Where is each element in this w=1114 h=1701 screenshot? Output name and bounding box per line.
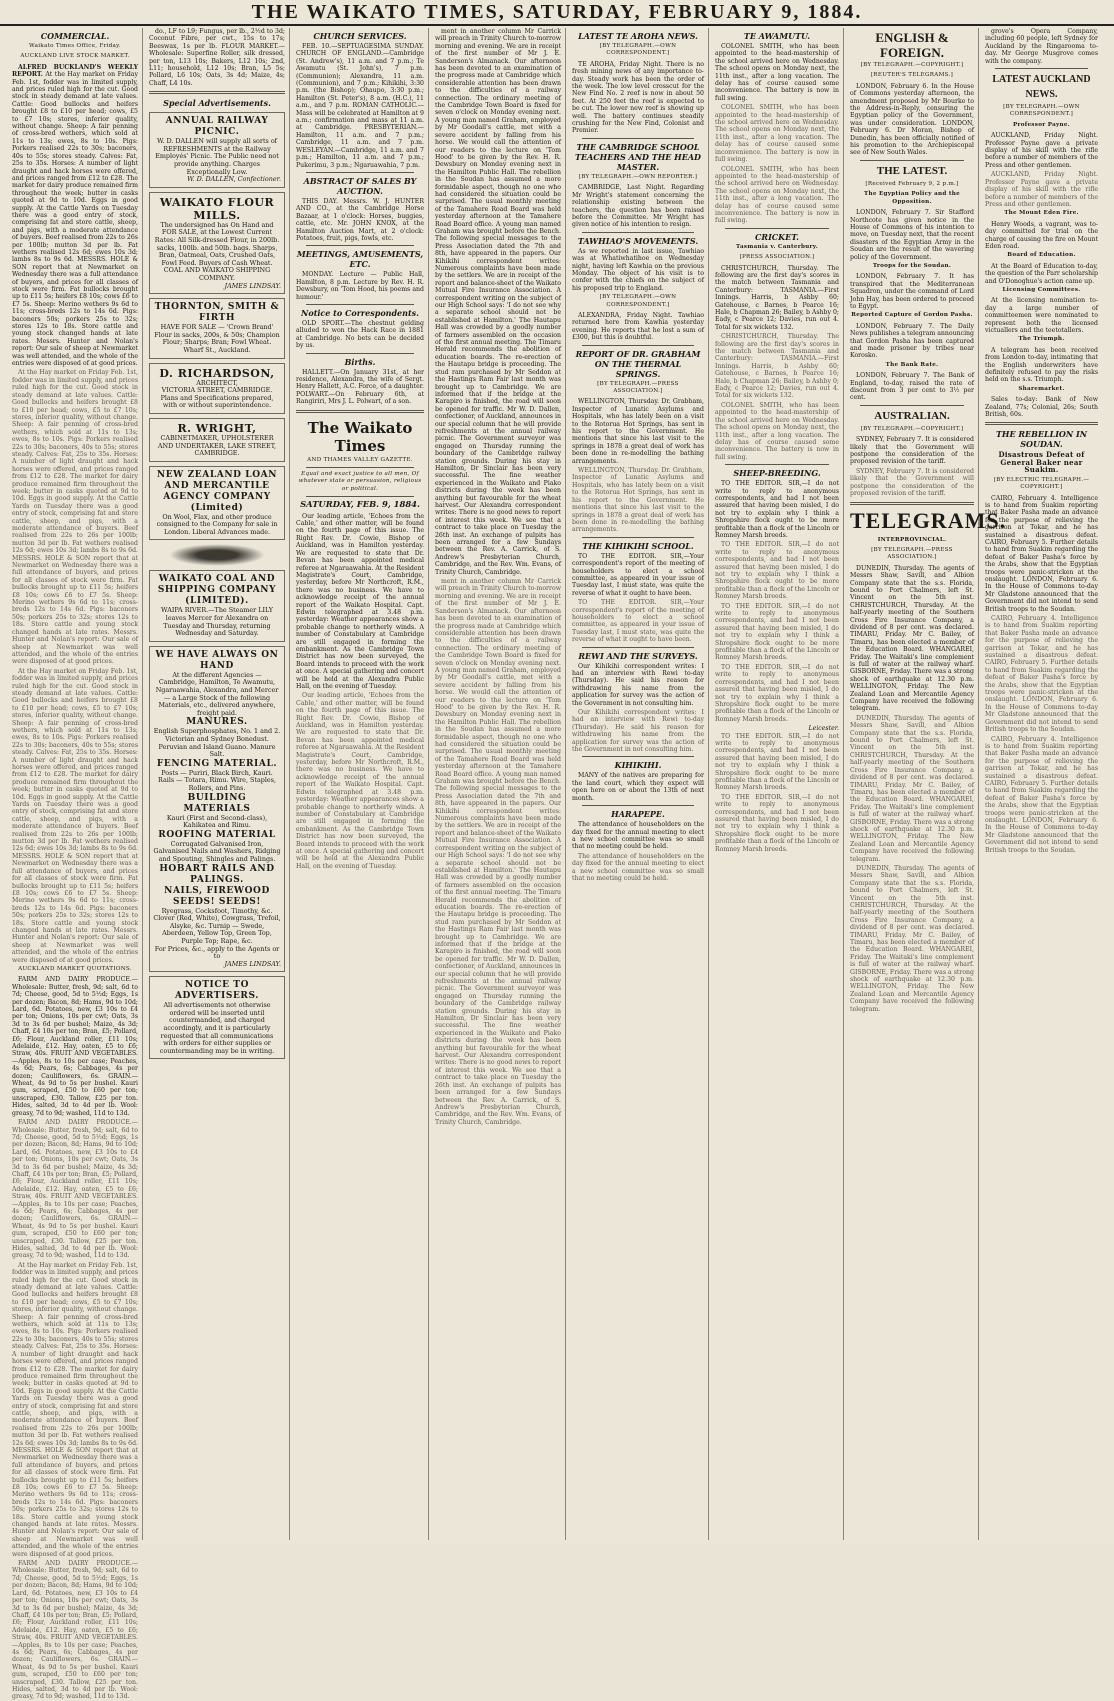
section-subheading: [BY TELEGRAPH.—OWN CORRESPONDENT.] [1003, 104, 1080, 118]
article-text: At the Hay market on Friday Feb. 1st, fodder was in limited supply, and prices ruled high for the cut. Good stock in steady demand at late values. Cattle: Good bullocks and heifers brought £8 to £10 per head; cows, £5 to £7 10s; stores, inferior quality, without change. Sheep: A fair penning of cross-bred wethers, which sold at 11s to 13s; ewes, 8s to 10s. Pigs: Porkers realised 22s to 30s; baconers, 40s to 55s; stores steady. Calves: Fat, 25s to 35s. Horses: A number of light draught and hack horses were offered, and prices ranged from £12 to £28. The market for dairy produce remained firm throughout the week; butter in casks quoted at 9d to 10d. Eggs in good supply. At the Cattle Yards on Tuesday there was a good entry of stock, comprising fat and store cattle, sheep, and pigs, with a moderate attendance of buyers. Beef realised from 22s to 26s per 100lb; mutton 3d per lb. Fat wethers realised 12s 6d; ewes 10s 3d; lambs 8s to 9s 6d. MESSRS. HOLE & SON report that at Newmarket on Wednesday there was a full attendance of buyers, and prices for all classes of stock were firm. Fat bullocks brought up to £11 5s; heifers £8 10s; cows £6 to £7 5s. Sheep: Merino wethers 9s 6d to 11s; cross-breds 12s to 14s 6d. Pigs: baconers 50s; porkers 25s to 32s; stores 12s to 18s. Store cattle and young stock changed hands at late rates. Messrs. Hunter and Nolan's report: Our sale of sheep at Newmarket was well attended, and the whole of the entries were disposed of at good prices. [12, 71, 138, 368]
section-heading: LATEST AUCKLAND NEWS. [992, 74, 1091, 101]
article-text: COLONEL SMITH, who has been appointed to the head-mastership of the school arrived here on Wednesday. The school opens on Monday next, the 11th inst., after a long vacation. The delay has of course caused some inconvenience. The battery is now in full swing. [715, 43, 839, 102]
article-text: WELLINGTON, Thursday. Dr. Grabham, Inspector of Lunatic Asylums and Hospitals, who has lately been on a visit to the Rotorua Hot Springs, has sent in his report to the Government. He mentions that since his last visit to the springs in 1878 a great deal of work has been done in re-modelling the bathing arrangements. [572, 398, 704, 465]
article-text: The attendance of householders on the day fixed for the annual meeting to elect a new school committee was so small that no meeting could be held. [572, 852, 704, 882]
section-subheading: AUCKLAND LIVE STOCK MARKET. [20, 53, 130, 60]
column-telegrams-local [568, 28, 709, 1540]
section-heading: SHEEP-BREEDING. [733, 468, 821, 479]
section-heading: HARAPEPE. [611, 809, 665, 820]
divider [860, 405, 964, 406]
divider [725, 464, 829, 465]
ad-subtitle: ARCHITECT, [196, 378, 238, 387]
section-subheading: [BY TELEGRAPH.—OWN REPORTER.] [578, 173, 698, 180]
section-heading: REWI AND THE SURVEYS. [578, 650, 698, 661]
advertisement [149, 646, 285, 972]
divider [850, 502, 974, 505]
article-text: The attendance of householders on the day fixed for the annual meeting to elect a new school committee was so small that no meeting could be held. [572, 821, 704, 851]
article-text: Our leading article, 'Echoes from the Cable,' and other matter, will be found on the fourth page of this issue. The Right Rev. Dr. Cowie, Bishop of Auckland, was in Hamilton yesterday. We are requested to state that Dr. Bevan has been appointed medical referee at Ngaruawahia. At the Resident Magistrate's Court, Cambridge, yesterday, before Mr Northcroft, R.M., there was no business. We have to acknowledge receipt of the annual report of the Waikato Hospital. Capt. Edwin telegraphed at 3.48 p.m. yesterday: Weather appearances show a probable change to northerly winds. A number of Constabulary at Cambridge are still engaged in forming the embankment. As the Cambridge Town District has now been surveyed, the Board intends to proceed with the work at once. A special gathering and concert will be held at the Alexandra Public Hall, on the evening of Tuesday. [296, 512, 424, 690]
divider [582, 537, 694, 538]
divider [582, 647, 694, 648]
article-text: LONDON, February 6. In the House of Commons yesterday afternoon, the amendment proposed by Mr Bourke to the Address-in-Reply, censuring the Egyptian policy of the Government, was under consideration. LONDON, February 6. Dr Moran, Bishop of Dunedin, has been officially notified of his promotion to the Archiepiscopal see of New South Wales. [850, 82, 974, 157]
column-te-awamutu [711, 28, 844, 1540]
article-text: At the Board of Education to-day, the question of the Parr scholarship and O'Donoghue's action came up. [985, 262, 1098, 285]
article-text: DUNEDIN, Thursday. The agents of Messrs Shaw, Savill, and Albion Company state that the s.s. Florida, bound to Port Chalmers, left St. Vincent on the 5th inst. CHRISTCHURCH, Thursday. At the half-yearly meeting of the Southern Cross Fire Insurance Company, a dividend of 8 per cent. was declared. TIMARU, Friday. Mr C. Bailey, of Timaru, has been elected a member of the Education Board. WHANGAREI, Friday. The Waitaki's line complement is full of water at the railway wharf. GISBORNE, Friday. There was a strong shock of earthquake at 12.30 p.m. WELLINGTON, Friday. The New Zealand Loan and Mercantile Agency Company have received the following telegram. [850, 564, 974, 713]
section-heading: THE KIHIKIHI SCHOOL. [582, 540, 694, 551]
article-text: COLONEL SMITH, who has been appointed to the head-mastership of the school arrived here on Wednesday. The school opens on Monday next, the 11th inst., after a long vacation. The delay has of course caused some inconvenience. The battery is now in full swing. [715, 165, 839, 225]
section-subheading: [BY TELEGRAPH.—OWN CORRESPONDENT.] [599, 294, 677, 308]
advertisement [149, 298, 285, 358]
advertisement [149, 466, 285, 541]
article-text: MONDAY. Lecture — Public Hall, Hamilton, 8 p.m. Lecture by Rev. H. R. Dewsbury, on 'Tom Hood, his poems and humour.' [296, 271, 424, 301]
article-text: As we reported in last issue, Tawhiao was at Whatiwhatihoe on Wednesday night, having left Kawhia on the previous Monday. The object of his visit is to confer with the chiefs on the subject of his proposed trip to England. [572, 247, 704, 292]
ad-title: THORNTON, SMITH & FIRTH [154, 302, 280, 324]
article-text: TO THE EDITOR. SIR,—I do not write to reply to anonymous correspondents, and had I not been assured that having been misled, I do not try to explain why I think a Shropshire flock ought to be more profitable than a flock of the Lincoln or Romney Marsh breeds. [715, 541, 839, 601]
article-text: TO THE EDITOR. SIR,—Your correspondent's report of the meeting of householders to elect a school committee, as appeared in your issue of Tuesday last, I must state, was quite the reverse of what it ought to have been. [572, 552, 704, 597]
section-heading: ENGLISH & FOREIGN. [875, 30, 949, 60]
advertisement [149, 570, 285, 641]
ad-body: Ryegrass, Cocksfoot, Timothy, &c. Clover (Red, White), Cowgrass, Trefoil, Alsyke, &c. Turnip — Swede, Aberdeen, Yellow Top, Green Top, Purple Top; Rape, &c. [153, 906, 281, 945]
section-subheading: [Received February 9, 2 p.m.] [865, 180, 959, 187]
section-heading: Special Advertisements. [163, 98, 271, 109]
article-text: CHRISTCHURCH, Thursday. The following are the first day's scores in the match between Tasmania and Canterbury: TASMANIA.—First Innings. Harris, b Ashby 60; Gatehouse, c Barnes, b Pearce 16; Hale, b Chapman 26; Bailey, b Ashby 0; Eady, c Pearce 12; Davies, run out 4. Total for six wickets 132. [715, 333, 839, 400]
ad-title: ANNUAL RAILWAY PICNIC. [165, 116, 269, 138]
article-text: ALEXANDRA, Friday Night. Tawhiao returned here from Kawhia yesterday evening. He reports that he lost a sum of £300, but this is doubtful. [572, 311, 704, 342]
ad-title: R. WRIGHT, [177, 421, 257, 435]
article-text: At the licensing nomination to-day a large number of committeemen were nominated to represent both the licensed victuallers and the teetotallers. [985, 297, 1098, 334]
section-heading: LATEST TE AROHA NEWS. [578, 31, 698, 41]
article-text: AUCKLAND, Friday Night. Professor Payne gave a private display of his skill with the rifle before a number of members of the Press and other gentlemen. [985, 132, 1098, 169]
section-heading: MEETINGS, AMUSEMENTS, ETC. [296, 249, 424, 270]
article-text: Sales to-day: Bank of New Zealand, 77s; Colonial, 26s; South British, 60s. [985, 396, 1098, 419]
divider [860, 160, 964, 161]
divider [149, 91, 285, 94]
article-text: FARM AND DAIRY PRODUCE.—Wholesale: Butter, fresh, 9d; salt, 6d to 7d; Cheese, good, 5d to 5½d; Eggs, 1s per dozen; Bacon, 8d; Hams, 9d to 10d; Lard, 6d. Potatoes, new, £3 10s to £4 per ton; Onions, 10s per cwt; Oats, 3s 3d to 3s 6d per bushel; Maize, 4s 3d; Chaff, £4 10s per ton; Bran, £5; Pollard, £6; Flour, Auckland roller, £11 10s; Adelaide, £12. Hay, oaten, £5 to £6; Straw, 40s. FRUIT AND VEGETABLES.—Apples, 8s to 10s per case; Peaches, 4s 6d; Pears, 6s; Cabbages, 4s per dozen; Cauliflowers, 6s. GRAIN.—Wheat, 4s 9d to 5s per bushel. Kauri gum, scraped, £50 to £60 per ton; unscraped, £30. Tallow, £25 per ton. Hides, salted, 3d to 4d per lb. Wool: greasy, 7d to 9d; washed, 11d to 13d. [12, 1119, 138, 1260]
masthead: THE WAIKATO TIMES, SATURDAY, FEBRUARY 9, 1884. [0, 0, 1114, 26]
divider [582, 345, 694, 346]
article-text: DUNEDIN, Thursday. The agents of Messrs Shaw, Savill, and Albion Company state that the s.s. Florida, bound to Port Chalmers, left St. Vincent on the 5th inst. CHRISTCHURCH, Thursday. At the half-yearly meeting of the Southern Cross Fire Insurance Company, a dividend of 8 per cent. was declared. TIMARU, Friday. Mr C. Bailey, of Timaru, has been elected a member of the Education Board. WHANGAREI, Friday. The Waitaki's line complement is full of water at the railway wharf. GISBORNE, Friday. There was a strong shock of earthquake at 12.30 p.m. WELLINGTON, Friday. The New Zealand Loan and Mercantile Agency Company have received the following telegram. [850, 864, 974, 1013]
section-subheading: [PRESS ASSOCIATION.] [739, 254, 815, 261]
columns [8, 28, 1108, 1701]
section-heading: Notice to Correspondents. [301, 307, 419, 318]
ad-signature: W. D. DALLEN, Confectioner. [187, 175, 281, 184]
ad-title: HOBART RAILS AND PALINGS. [159, 863, 275, 885]
article-text: Our Kihikihi correspondent writes: I had an interview with Rewi to-day (Thursday). He said his reason for withdrawing his name from the application for survey was the action of the Government in not consulting him. [572, 709, 704, 754]
section-subheading: Board of Education. [1007, 252, 1076, 259]
divider [985, 422, 1098, 425]
ad-body: All advertisements not otherwise ordered will be inserted until countermanded, and charged accordingly, and it is particularly requested that all communications with orders for either supplies or countermanding may be in writing. [159, 1001, 275, 1055]
ad-title: SEEDS! SEEDS! [173, 896, 261, 907]
article-text: WELLINGTON, Thursday. Dr. Grabham, Inspector of Lunatic Asylums and Hospitals, who has lately been on a visit to the Rotorua Hot Springs, has sent in his report to the Government. He mentions that since his last visit to the springs in 1878 a great deal of work has been done in re-modelling the bathing arrangements. [572, 467, 704, 534]
article-text: THIS DAY. Messrs. W. J. HUNTER AND CO., at the Cambridge Horse Bazaar, at 1 o'clock: Horses, buggies, cattle, etc. Mr. JOHN KNOX, at the Hamilton Auction Mart, at 2 o'clock: Potatoes, fruit, pigs, fowls, etc. [296, 197, 424, 242]
divider [582, 756, 694, 757]
section-heading: COMMERCIAL. [40, 31, 110, 41]
section-subheading: [BY TELEGRAPH.—PRESS ASSOCIATION.] [871, 546, 953, 561]
ad-body: Kauri (First and Second-class), Kahikatea and Rimu. [166, 813, 268, 830]
section-subheading: The Triumph. [1018, 336, 1065, 343]
article-text: DUNEDIN, Thursday. The agents of Messrs Shaw, Savill, and Albion Company state that the s.s. Florida, bound to Port Chalmers, left St. Vincent on the 5th inst. CHRISTCHURCH, Thursday. At the half-yearly meeting of the Southern Cross Fire Insurance Company, a dividend of 8 per cent. was declared. TIMARU, Friday. Mr C. Bailey, of Timaru, has been elected a member of the Education Board. WHANGAREI, Friday. The Waitaki's line complement is full of water at the railway wharf. GISBORNE, Friday. There was a strong shock of earthquake at 12.30 p.m. WELLINGTON, Friday. The New Zealand Loan and Mercantile Agency Company have received the following telegram. [850, 714, 974, 863]
article-lead: ALFRED BUCKLAND'S WEEKLY REPORT. [12, 63, 138, 79]
article-text: LONDON, February 7. The Bank of England, to-day, raised the rate of discount from 3 per cent to 3½ per cent. [850, 372, 974, 402]
article-text: LONDON, February 7. The Daily News publishes a telegram announcing that Gordon Pasha has been captured and made prisoner by tribes near Korosko. [850, 322, 974, 360]
article-text: do., LF to L9; Fungus, per lb., 2½d to 3d; Coconut Fibre, per cwt., 15s to 17s; Beeswax, 1s per lb. FLOUR MARKET.—Wholesale: Superfine Roller, silk dressed, per ton, L13 10s; Bakers, L12 10s; 2nd, L11; household, L12 10s; Bran, L5 5s; Pollard, L6 10s; Oats, 3s 4d; Maize, 4s; Chaff, L4 10s. [149, 28, 285, 87]
article-text: TO THE EDITOR. SIR,—I do not write to reply to anonymous correspondents, and had I not been assured that having been misled, I do not try to explain why I think a Shropshire flock ought to be more profitable than a flock of the Lincoln or Romney Marsh breeds. [715, 480, 839, 539]
section-heading: THE CAMBRIDGE SCHOOL TEACHERS AND THE HEAD MASTER. [575, 141, 701, 172]
steamer-illustration [169, 544, 265, 566]
letter-signature: Leicester. [808, 725, 839, 733]
article-text: TO THE EDITOR. SIR,—Your correspondent's report of the meeting of householders to elect a school committee, as appeared in your issue of Tuesday last, I must state, was quite the reverse of what it ought to have been. [572, 599, 704, 644]
section-heading: AUSTRALIAN. [874, 409, 950, 422]
section-subheading: Waikato Times Office, Friday. [29, 43, 121, 49]
ad-signature: JAMES LINDSAY. [224, 959, 281, 968]
article-text: A telegram has been received from London to-day, intimating that the English underwriters have definitely refused to pay the risks held on the s.s. Triumph. [985, 346, 1098, 384]
advertisement [149, 363, 285, 414]
article-text: grove's Opera Company, including 60 people, left Sydney for Auckland by the Ringarooma to-day. Mr George Musgrove comes with the company. [985, 28, 1098, 65]
section-subheading: [BY TELEGRAPH.—OWN CORRESPONDENT.] [599, 43, 677, 57]
article-text: TO THE EDITOR. SIR,—I do not write to reply to anonymous correspondents, and had I not been assured that having been misled, I do not try to explain why I think a Shropshire flock ought to be more profitable than a flock of the Lincoln or Romney Marsh breeds. [715, 602, 839, 662]
article-text: Henry Woods, a vagrant, was to-day committed for trial on the charge of causing the fire on Mount Eden road. [985, 220, 1098, 250]
ad-body: WAIPA RIVER.—The Steamer LILY leaves Mercer for Alexandra on Tuesday and Thursday, returning Wednesday and Saturday. [160, 606, 274, 638]
section-subheading: Sharemarket. [1018, 385, 1065, 392]
advertisement [149, 418, 285, 462]
article-text: CAIRO, February 4. Intelligence is to hand from Suakim reporting that Baker Pasha made an advance for the purpose of relieving the garrison at Tokar, and he has sustained a disastrous defeat. CAIRO, February 5. Further details to hand from Suakim regarding the defeat of Baker Pasha's force by the Arabs, show that the Egyptian troops were panic-stricken at the onslaught. LONDON, February 6. In the House of Commons to-day Mr Gladstone announced that the Government did not intend to send British troops to the Soudan. [985, 494, 1098, 613]
column-advertisements [145, 28, 290, 1540]
section-heading: TAWHIAO'S MOVEMENTS. [577, 235, 699, 246]
article-text: FEB. 10.—SEPTUAGESIMA SUNDAY. CHURCH OF ENGLAND.—Cambridge (St. Andrew's), 11 a.m. and 7 p.m.; Te Awamutu (St. John's), 7 p.m. (Communion); Alexandra, 11 a.m. (Communion), and 7 p.m.; Kihikihi, 3:30 p.m. (the Bishop); Ohaupo, 3:30 p.m.; Hamilton (St. Peter's), 8 a.m. (H.C.), 11 a.m., and 7 p.m. ROMAN CATHOLIC.—Mass will be celebrated at Hamilton at 9 a.m.; confirmation and mass at 11 a.m. at Cambridge. PRESBYTERIAN.—Hamilton, 11 a.m. and 7 p.m.; Cambridge, 11 a.m. and 7 p.m. WESLEYAN.—Cambridge, 11 a.m. and 7 p.m.; Hamilton, 11 a.m. and 7 p.m.; Pukerimu, 3 p.m.; Ngaruawahia, 7 p.m. [296, 43, 424, 169]
section-heading: KIHIKIHI. [614, 760, 662, 771]
article-text: At the Hay market on Friday Feb. 1st, fodder was in limited supply, and prices ruled high for the cut. Good stock in steady demand at late values. Cattle: Good bullocks and heifers brought £8 to £10 per head; cows, £5 to £7 10s; stores, inferior quality, without change. Sheep: A fair penning of cross-bred wethers, which sold at 11s to 13s; ewes, 8s to 10s. Pigs: Porkers realised 22s to 30s; baconers, 40s to 55s; stores steady. Calves: Fat, 25s to 35s. Horses: A number of light draught and hack horses were offered, and prices ranged from £12 to £28. The market for dairy produce remained firm throughout the week; butter in casks quoted at 9d to 10d. Eggs in good supply. At the Cattle Yards on Tuesday there was a good entry of stock, comprising fat and store cattle, sheep, and pigs, with a moderate attendance of buyers. Beef realised from 22s to 26s per 100lb; mutton 3d per lb. Fat wethers realised 12s 6d; ewes 10s 3d; lambs 8s to 9s 6d. MESSRS. HOLE & SON report that at Newmarket on Wednesday there was a full attendance of buyers, and prices for all classes of stock were firm. Fat bullocks brought up to £11 5s; heifers £8 10s; cows £6 to £7 5s. Sheep: Merino wethers 9s 6d to 11s; cross-breds 12s to 14s 6d. Pigs: baconers 50s; porkers 25s to 32s; stores 12s to 18s. Store cattle and young stock changed hands at late rates. Messrs. Hunter and Nolan's report: Our sale of sheep at Newmarket was well attended, and the whole of the entries were disposed of at good prices. [12, 369, 138, 666]
section-subheading: Professor Payne. [1012, 121, 1071, 128]
ad-body: On Wool, Flax, and other produce consigned to the Company for sale in London. Liberal Advances made. [156, 512, 278, 536]
ad-body: HAVE FOR SALE — 'Crown Brand' Flour in sacks, 200s, & 50s; Champion Flour; Sharps; Bran; Fowl Wheat. Wharf St., Auckland. [154, 323, 280, 354]
ad-body: VICTORIA STREET, CAMBRIDGE. Plans and Specifications prepared, with or without superintendence. [160, 386, 274, 410]
section-subheading: [BY ELECTRIC TELEGRAPH.—COPYRIGHT.] [993, 476, 1090, 491]
section-subheading: Disastrous Defeat of General Baker near Suakim. [998, 450, 1085, 475]
ad-body: Posts — Puriri, Black Birch, Kauri. Rails — Totara, Rimu. Wire, Staples, Rollers, and Pins. [158, 768, 276, 792]
ad-title: WE HAVE ALWAYS ON HAND [155, 649, 279, 671]
article-text: TE AROHA, Friday Night. There is no fresh mining news of any importance to-day. Steady work has been the order of the week. The low level crosscut for the New Find No. 2 reef is now in about 50 feet. At 250 feet the reef is expected to be cut. The lower new reef is showing up well. The battery continues steadily crushing for the New Find, Colonist and Premier. [572, 60, 704, 135]
ad-title: NEW ZEALAND LOAN AND MERCANTILE AGENCY COMPANY (Limited) [156, 469, 278, 513]
dateline: SATURDAY, FEB. 9, 1884. [300, 499, 420, 510]
article-text: CAIRO, February 4. Intelligence is to hand from Suakim reporting that Baker Pasha made an advance for the purpose of relieving the garrison at Tokar, and he has sustained a disastrous defeat. CAIRO, February 5. Further details to hand from Suakim regarding the defeat of Baker Pasha's force by the Arabs, show that the Egyptian troops were panic-stricken at the onslaught. LONDON, February 6. In the House of Commons to-day Mr Gladstone announced that the Government did not intend to send British troops to the Soudan. [985, 615, 1098, 734]
article-text: MANY of the natives are preparing for the land court, which they expect will open here on or about the 13th of next month. [572, 772, 704, 802]
section-heading: TE AWAMUTU. [743, 31, 811, 41]
article-text: CAIRO, February 4. Intelligence is to hand from Suakim reporting that Baker Pasha made an advance for the purpose of relieving the garrison at Tokar, and he has sustained a disastrous defeat. CAIRO, February 5. Further details to hand from Suakim regarding the defeat of Baker Pasha's force by the Arabs, show that the Egyptian troops were panic-stricken at the onslaught. LONDON, February 6. In the House of Commons to-day Mr Gladstone announced that the Government did not intend to send British troops to the Soudan. [985, 735, 1098, 854]
ad-title: MANURES. [186, 717, 248, 728]
ad-title: BUILDING MATERIALS [183, 792, 251, 814]
article-text: FARM AND DAIRY PRODUCE.—Wholesale: Butter, fresh, 9d; salt, 6d to 7d; Cheese, good, 5d to 5½d; Eggs, 1s per dozen; Bacon, 8d; Hams, 9d to 10d; Lard, 6d. Potatoes, new, £3 10s to £4 per ton; Onions, 10s per cwt; Oats, 3s 3d to 3s 6d per bushel; Maize, 4s 3d; Chaff, £4 10s per ton; Bran, £5; Pollard, £6; Flour, Auckland roller, £11 10s; Adelaide, £12. Hay, oaten, £5 to £6; Straw, 40s. FRUIT AND VEGETABLES.—Apples, 8s to 10s per case; Peaches, 4s 6d; Pears, 6s; Cabbages, 4s per dozen; Cauliflowers, 6s. GRAIN.—Wheat, 4s 9d to 5s per bushel. Kauri gum, scraped, £50 to £60 per ton; unscraped, £30. Tallow, £25 per ton. Hides, salted, 3d to 4d per lb. Wool: greasy, 7d to 9d; washed, 11d to 13d. [12, 976, 138, 1117]
motto: Equal and exact justice to all men, Of whatever state or persuasion, religious or political. [298, 471, 422, 492]
divider [306, 172, 414, 173]
article-text: COLONEL SMITH, who has been appointed to the head-mastership of the school arrived here on Wednesday. The school opens on Monday next, the 11th inst., after a long vacation. The delay has of course caused some inconvenience. The battery is now in full swing. [715, 104, 839, 164]
section-heading: THE REBELLION IN SOUDAN. [995, 429, 1088, 450]
section-subheading: INTERPROVINCIAL. [877, 536, 947, 543]
section-heading: TELEGRAMS. [850, 507, 1007, 533]
article-text: ment in another column Mr Carrick will preach in Trinity Church to-morrow morning and evening. We are in receipt of the first number of Mr J. E. Sanderson's Almanack. Our afternoon has been devoted to an examination of the progress made at Cambridge which considerable attention has been drawn to the difficulties of a railway connection. The ordinary meeting of the Cambridge Town Board is fixed for seven o'clock on Monday evening next. A young man named Graham, employed by Mr Goodall's cattle, met with a severe accident by falling from his horse. We would call the attention of our readers to the lecture on 'Tom Hood' to be given by the Rev. H. R. Dewsbury on Monday evening next in the Hamilton Public Hall. The rebellion in the Soudan has assumed a more formidable aspect, though no one who had considered the situation could be surprised. The usual monthly meeting of the Tamahere Road Board was held yesterday afternoon at the Tamahere Road Board office. A young man named Graham was brought before the Bench. The following special messages to the Press Association dated the 7th and 8th, have appeared in the papers. Our Kihikihi correspondent writes: Numerous complaints have been made by the settlers. We are in receipt of the report and balance-sheet of the Waikato Mutual Fire Insurance Association. A correspondent writing on the subject of our High School says: 'I do not see why a separate school should not be established at Hamilton.' The Hautapu Hall was crowded by a goodly number of farmers assembled on the occasion of the first annual meeting. The Timaru Herald recommends the abolition of education boards. The re-erection of the Hautapu bridge is proceeding. The stud ram purchased by Mr Seddon at the Hastings Ram Fair last month was brought up to Cambridge. We are informed that if the bridge at the Karapiro is finished, the road will soon be opened for traffic. Mr W. D. Dallen, confectioner, of Auckland, announces in our special column that he will provide refreshments at the annual railway picnic. The Government surveyor was engaged on Thursday running the boundary of the Cambridge railway station grounds. During his stay in Hamilton, Dr Sinclair has been very successful. The fine weather experienced in the Waikato and Piako districts during the week has been anything but favourable for the wheat harvest. Our Alexandra correspondent writes: There is no good news to report of interest this week. We see that a contract to take place on Tuesday the 26th inst. An exchange of pulpits has been arranged for a few Sundays between the Rev. A. Carrick, of S. Andrew's Presbyterian Church, Cambridge, and the Rev. Wm. Evans, of Trinity Church, Cambridge. [435, 28, 561, 576]
article-text: ment in another column Mr Carrick will preach in Trinity Church to-morrow morning and evening. We are in receipt of the first number of Mr J. E. Sanderson's Almanack. Our afternoon has been devoted to an examination of the progress made at Cambridge which considerable attention has been drawn to the difficulties of a railway connection. The ordinary meeting of the Cambridge Town Board is fixed for seven o'clock on Monday evening next. A young man named Graham, employed by Mr Goodall's cattle, met with a severe accident by falling from his horse. We would call the attention of our readers to the lecture on 'Tom Hood' to be given by the Rev. H. R. Dewsbury on Monday evening next in the Hamilton Public Hall. The rebellion in the Soudan has assumed a more formidable aspect, though no one who had considered the situation could be surprised. The usual monthly meeting of the Tamahere Road Board was held yesterday afternoon at the Tamahere Road Board office. A young man named Graham was brought before the Bench. The following special messages to the Press Association dated the 7th and 8th, have appeared in the papers. Our Kihikihi correspondent writes: Numerous complaints have been made by the settlers. We are in receipt of the report and balance-sheet of the Waikato Mutual Fire Insurance Association. A correspondent writing on the subject of our High School says: 'I do not see why a separate school should not be established at Hamilton.' The Hautapu Hall was crowded by a goodly number of farmers assembled on the occasion of the first annual meeting. The Timaru Herald recommends the abolition of education boards. The re-erection of the Hautapu bridge is proceeding. The stud ram purchased by Mr Seddon at the Hastings Ram Fair last month was brought up to Cambridge. We are informed that if the bridge at the Karapiro is finished, the road will soon be opened for traffic. Mr W. D. Dallen, confectioner, of Auckland, announces in our special column that he will provide refreshments at the annual railway picnic. The Government surveyor was engaged on Thursday running the boundary of the Cambridge railway station grounds. During his stay in Hamilton, Dr Sinclair has been very successful. The fine weather experienced in the Waikato and Piako districts during the week has been anything but favourable for the wheat harvest. Our Alexandra correspondent writes: There is no good news to report of interest this week. We see that a contract to take place on Tuesday the 26th inst. An exchange of pulpits has been arranged for a few Sundays between the Rev. A. Carrick, of S. Andrew's Presbyterian Church, Cambridge, and the Rev. Wm. Evans, of Trinity Church, Cambridge. [435, 578, 561, 1126]
column-local-news [431, 28, 566, 1540]
section-subheading: [BY TELEGRAPH.—PRESS ASSOCIATION.] [597, 380, 679, 394]
column-church-services [292, 28, 429, 1540]
article-text: OLD SPORT.—The chestnut gelding alluded to won the Hack Race in 1881 at Cambridge. No bets can be decided by us. [296, 319, 424, 350]
section-subheading: [REUTER'S TELEGRAMS.] [870, 72, 954, 79]
section-heading: CRICKET. [755, 231, 799, 242]
ad-body: At the different Agencies — Cambridge, Hamilton, Te Awamutu, Ngaruawahia, Alexandra, and Mercer — a Large Stock of the following Materials, etc., delivered anywhere, freight paid. [155, 670, 279, 717]
advertisement [149, 192, 285, 294]
nameplate-subtitle: AND THAMES VALLEY GAZETTE. [307, 456, 413, 463]
section-subheading: The Bank Rate. [885, 361, 939, 368]
section-subheading: AUCKLAND MARKET QUOTATIONS. [18, 965, 132, 972]
ad-title: WAIKATO FLOUR MILLS. [159, 195, 275, 222]
section-heading: THE LATEST. [876, 164, 948, 177]
ad-body: CABINETMAKER, UPHOLSTERER AND UNDERTAKER, LAKE STREET, CAMBRIDGE. [157, 433, 277, 458]
article-text: TO THE EDITOR. SIR,—I do not write to reply to anonymous correspondents, and had I not been assured that having been misled, I do not try to explain why I think a Shropshire flock ought to be more profitable than a flock of the Lincoln or Romney Marsh breeds. [715, 793, 839, 853]
article-text: LONDON, February 7. It has transpired that the Mediterranean Squadron, under the command of Lord John Hay, has been ordered to proceed to Egypt. [850, 273, 974, 310]
article-text: At the Hay market on Friday Feb. 1st, fodder was in limited supply, and prices ruled high for the cut. Good stock in steady demand at late values. Cattle: Good bullocks and heifers brought £8 to £10 per head; cows, £5 to £7 10s; stores, inferior quality, without change. Sheep: A fair penning of cross-bred wethers, which sold at 11s to 13s; ewes, 8s to 10s. Pigs: Porkers realised 22s to 30s; baconers, 40s to 55s; stores steady. Calves: Fat, 25s to 35s. Horses: A number of light draught and hack horses were offered, and prices ranged from £12 to £28. The market for dairy produce remained firm throughout the week; butter in casks quoted at 9d to 10d. Eggs in good supply. At the Cattle Yards on Tuesday there was a good entry of stock, comprising fat and store cattle, sheep, and pigs, with a moderate attendance of buyers. Beef realised from 22s to 26s per 100lb; mutton 3d per lb. Fat wethers realised 12s 6d; ewes 10s 3d; lambs 8s to 9s 6d. MESSRS. HOLE & SON report that at Newmarket on Wednesday there was a full attendance of buyers, and prices for all classes of stock were firm. Fat bullocks brought up to £11 5s; heifers £8 10s; cows £6 to £7 5s. Sheep: Merino wethers 9s 6d to 11s; cross-breds 12s to 14s 6d. Pigs: baconers 50s; porkers 25s to 32s; stores 12s to 18s. Store cattle and young stock changed hands at late rates. Messrs. Hunter and Nolan's report: Our sale of sheep at Newmarket was well attended, and the whole of the entries were disposed of at good prices. [12, 667, 138, 964]
article-text: AUCKLAND, Friday Night. Professor Payne gave a private display of his skill with the rifle before a number of members of the Press and other gentlemen. [985, 171, 1098, 208]
section-subheading: The Egyptian Policy and the Opposition. [864, 191, 960, 205]
article-text: HALLETT.—On January 31st, at her residence, Alexandra, the wife of Sergt. Henry Hallett, A.C. Force, of a daughter. POLWART.—On February 6th, at Rangiriri, Mrs J. L. Polwart, of a son. [296, 368, 424, 406]
ad-body: Corrugated Galvanised Iron, Galvanised Nails and Washers, Ridging and Spouting, Shingles and Palings. [153, 839, 281, 863]
divider [306, 304, 414, 305]
article-text: CAMBRIDGE, Last Night. Regarding Mr Wright's statement concerning the relationship existing between the teachers, the question has been raised before the Committee. Mr Wright has given notice of his intention to resign. [572, 184, 704, 229]
ad-body: For Prices, &c., apply to the Agents or to [154, 944, 280, 961]
article-text: Our Kihikihi correspondent writes: I had an interview with Rewi to-day (Thursday). He said his reason for withdrawing his name from the application for survey was the action of the Government in not consulting him. [572, 662, 704, 707]
article-text: SYDNEY, February 7. It is considered likely that the Government will postpone the consideration of the proposed revision of the tariff. [850, 436, 974, 466]
section-subheading: [BY TELEGRAPH.—COPYRIGHT.] [860, 62, 964, 68]
ad-title: NAILS, FIREWOOD [164, 885, 270, 896]
divider [995, 68, 1088, 69]
article-text: FARM AND DAIRY PRODUCE.—Wholesale: Butter, fresh, 9d; salt, 6d to 7d; Cheese, good, 5d to 5½d; Eggs, 1s per dozen; Bacon, 8d; Hams, 9d to 10d; Lard, 6d. Potatoes, new, £3 10s to £4 per ton; Onions, 10s per cwt; Oats, 3s 3d to 3s 6d per bushel; Maize, 4s 3d; Chaff, £4 10s per ton; Bran, £5; Pollard, £6; Flour, Auckland roller, £11 10s; Adelaide, £12. Hay, oaten, £5 to £6; Straw, 40s. FRUIT AND VEGETABLES.—Apples, 8s to 10s per case; Peaches, 4s 6d; Pears, 6s; Cabbages, 4s per dozen; Cauliflowers, 6s. GRAIN.—Wheat, 4s 9d to 5s per bushel. Kauri gum, scraped, £50 to £60 per ton; unscraped, £30. Tallow, £25 per ton. Hides, salted, 3d to 4d per lb. Wool: greasy, 7d to 9d; washed, 11d to 13d. [12, 1560, 138, 1701]
advertisement [149, 112, 285, 188]
section-subheading: Reported Capture of Gordon Pasha. [851, 312, 973, 319]
divider [582, 805, 694, 806]
section-heading: CHURCH SERVICES. [313, 31, 407, 41]
article-text: CHRISTCHURCH, Thursday. The following are the first day's scores in the match between Tasmania and Canterbury: TASMANIA.—First Innings. Harris, b Ashby 60; Gatehouse, c Barnes, b Pearce 16; Hale, b Chapman 26; Bailey, b Ashby 0; Eady, c Pearce 12; Davies, run out 4. Total for six wickets 132. [715, 264, 839, 331]
section-subheading: Licensing Committees. [1002, 286, 1081, 293]
ad-title: D. RICHARDSON, [159, 366, 275, 380]
section-heading: REPORT OF DR. GRABHAM ON THE THERMAL SPRINGS. [575, 348, 701, 379]
divider [306, 353, 414, 354]
article-body [12, 64, 138, 368]
column-commercial [8, 28, 143, 1701]
section-heading: ABSTRACT OF SALES BY AUCTION. [303, 175, 417, 196]
section-heading: Births. [344, 356, 376, 367]
ad-title: ROOFING MATERIAL [158, 829, 276, 840]
ad-title: NOTICE TO ADVERTISERS. [174, 980, 260, 1002]
article-text: At the Hay market on Friday Feb. 1st, fodder was in limited supply, and prices ruled high for the cut. Good stock in steady demand at late values. Cattle: Good bullocks and heifers brought £8 to £10 per head; cows, £5 to £7 10s; stores, inferior quality, without change. Sheep: A fair penning of cross-bred wethers, which sold at 11s to 13s; ewes, 8s to 10s. Pigs: Porkers realised 22s to 30s; baconers, 40s to 55s; stores steady. Calves: Fat, 25s to 35s. Horses: A number of light draught and hack horses were offered, and prices ranged from £12 to £28. The market for dairy produce remained firm throughout the week; butter in casks quoted at 9d to 10d. Eggs in good supply. At the Cattle Yards on Tuesday there was a good entry of stock, comprising fat and store cattle, sheep, and pigs, with a moderate attendance of buyers. Beef realised from 22s to 26s per 100lb; mutton 3d per lb. Fat wethers realised 12s 6d; ewes 10s 3d; lambs 8s to 9s 6d. MESSRS. HOLE & SON report that at Newmarket on Wednesday there was a full attendance of buyers, and prices for all classes of stock were firm. Fat bullocks brought up to £11 5s; heifers £8 10s; cows £6 to £7 5s. Sheep: Merino wethers 9s 6d to 11s; cross-breds 12s to 14s 6d. Pigs: baconers 50s; porkers 25s to 32s; stores 12s to 18s. Store cattle and young stock changed hands at late rates. Messrs. Hunter and Nolan's report: Our sale of sheep at Newmarket was well attended, and the whole of the entries were disposed of at good prices. [12, 1261, 138, 1558]
article-text: TO THE EDITOR. SIR,—I do not write to reply to anonymous correspondents, and had I not been assured that having been misled, I do not try to explain why I think a Shropshire flock ought to be more profitable than a flock of the Lincoln or Romney Marsh breeds. [715, 732, 839, 792]
ad-body: The undersigned has On Hand and FOR SALE, at the Lowest Current Rates: All Silk-dressed Flour, in 200lb. sacks, 100lb. and 50lb. bags. Sharps, Bran, Oatmeal, Oats, Crushed Oats, Fowl Feed. Buyers of Cash Wheat. COAL AND WAIKATO SHIPPING COMPANY. [154, 220, 280, 282]
ad-title: FENCING MATERIAL. [156, 758, 278, 769]
section-subheading: Troops for the Soudan. [872, 262, 952, 269]
section-subheading: [BY TELEGRAPH.—COPYRIGHT.] [860, 425, 964, 432]
divider [582, 138, 694, 139]
section-subheading: Tasmania v. Canterbury. [736, 243, 818, 250]
column-auckland-news [981, 28, 1102, 1540]
divider [582, 232, 694, 233]
advertisement [149, 976, 285, 1059]
article-text: COLONEL SMITH, who has been appointed to the head-mastership of the school arrived here on Wednesday. The school opens on Monday next, the 11th inst., after a long vacation. The delay has of course caused some inconvenience. The battery is now in full swing. [715, 401, 839, 461]
column-english-foreign [846, 28, 1007, 1540]
ad-title: WAIKATO COAL AND SHIPPING COMPANY (LIMITED). [157, 574, 277, 607]
ad-body: English Superphosphates, No. 1 and 2. Victorian and Sydney Bonedust. Peruvian and Island Guano. Manure Salt. [153, 727, 281, 759]
divider [306, 496, 414, 497]
article-text: TO THE EDITOR. SIR,—I do not write to reply to anonymous correspondents, and had I not been assured that having been misled, I do not try to explain why I think a Shropshire flock ought to be more profitable than a flock of the Lincoln or Romney Marsh breeds. [715, 663, 839, 723]
ad-signature: JAMES LINDSAY. [224, 281, 281, 290]
divider [306, 245, 414, 246]
article-text: LONDON, February 7. Sir Stafford Northcote has given notice in the House of Commons of his intention to move, on Tuesday next, that the recent disasters of the Egyptian Army in the Soudan are the result of the wavering policy of the Government. [850, 209, 974, 261]
newspaper-nameplate: The Waikato Times [307, 418, 413, 455]
article-text: Our leading article, 'Echoes from the Cable,' and other matter, will be found on the fourth page of this issue. The Right Rev. Dr. Cowie, Bishop of Auckland, was in Hamilton yesterday. We are requested to state that Dr. Bevan has been appointed medical referee at Ngaruawahia. At the Resident Magistrate's Court, Cambridge, yesterday, before Mr Northcroft, R.M., there was no business. We have to acknowledge receipt of the annual report of the Waikato Hospital. Capt. Edwin telegraphed at 3.48 p.m. yesterday: Weather appearances show a probable change to northerly winds. A number of Constabulary at Cambridge are still engaged in forming the embankment. As the Cambridge Town District has now been surveyed, the Board intends to proceed with the work at once. A special gathering and concert will be held at the Alexandra Public Hall, on the evening of Tuesday. [296, 692, 424, 870]
divider [306, 467, 414, 468]
ad-body: W. D. DALLEN will supply all sorts of REFRESHMENTS at the Railway Employés' Picnic. The Public need not provide anything. Charges Exceptionally Low. [155, 137, 279, 176]
divider [725, 228, 829, 229]
divider [296, 410, 424, 413]
article-text: SYDNEY, February 7. It is considered likely that the Government will postpone the consideration of the proposed revision of the tariff. [850, 467, 974, 498]
section-subheading: The Mount Eden Fire. [1004, 210, 1079, 217]
